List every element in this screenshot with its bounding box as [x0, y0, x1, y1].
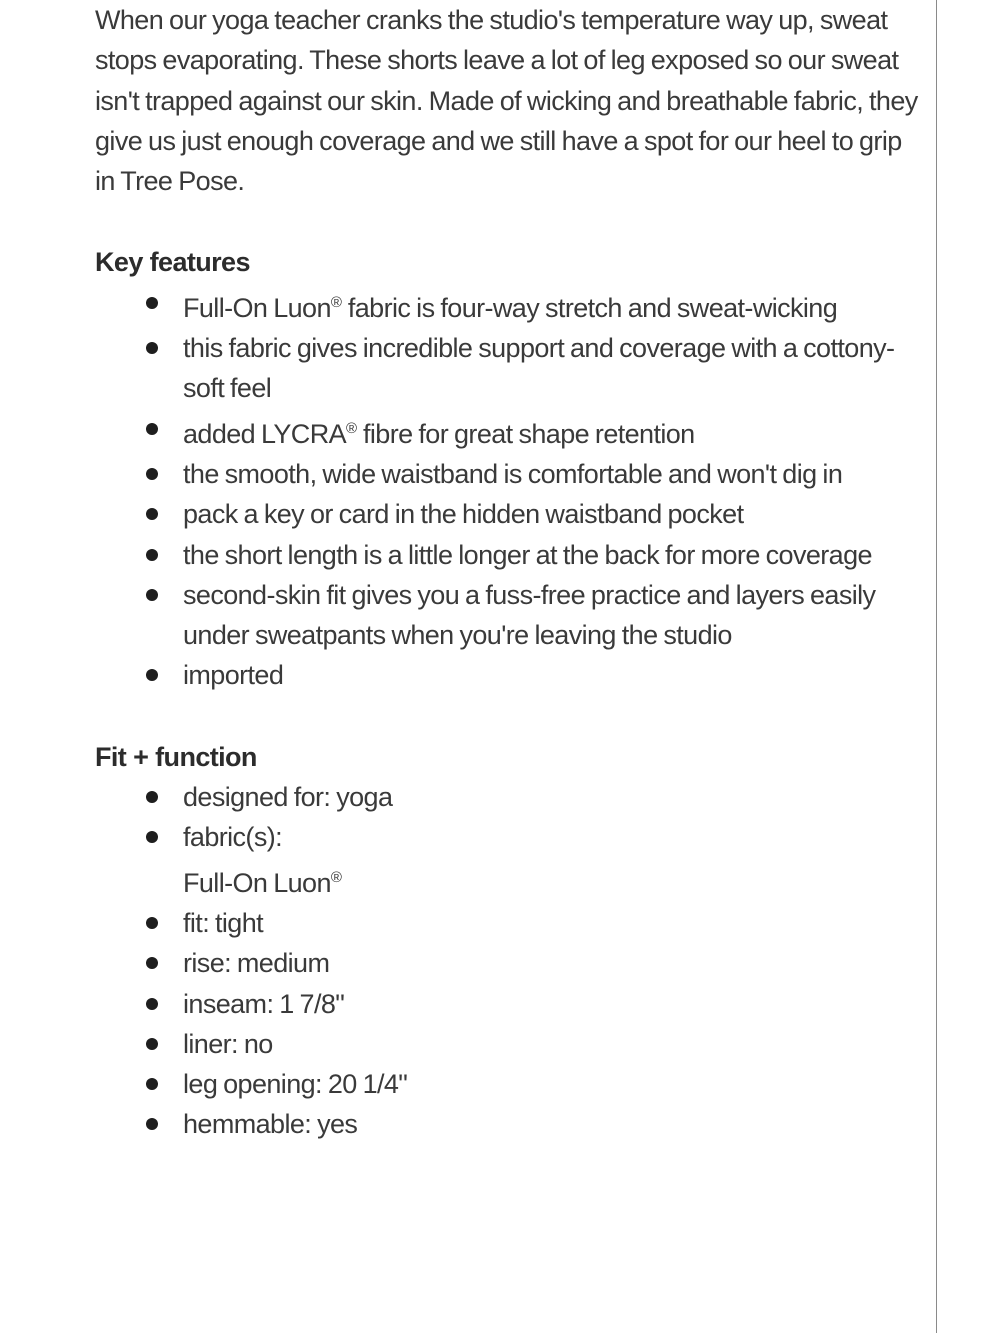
bullet-dot-icon [146, 791, 158, 803]
bullet-dot-icon [146, 508, 158, 520]
right-divider [936, 0, 937, 1333]
bullet-dot-icon [146, 468, 158, 480]
bullet-dot-icon [146, 957, 158, 969]
fit-function-item: leg opening: 20 1/4" [183, 1064, 925, 1104]
bullet-dot-icon [146, 549, 158, 561]
key-features-heading: Key features [95, 247, 250, 278]
key-feature-item: added LYCRA® fibre for great shape retention [183, 409, 925, 454]
fit-function-item: hemmable: yes [183, 1104, 925, 1144]
fit-function-item: rise: medium [183, 943, 925, 983]
bullet-dot-icon [146, 423, 158, 435]
bullet-dot-icon [146, 917, 158, 929]
key-feature-item: pack a key or card in the hidden waistband pocket [183, 494, 925, 534]
key-feature-item: the short length is a little longer at the back for more coverage [183, 535, 925, 575]
bullet-dot-icon [146, 1038, 158, 1050]
fit-function-heading: Fit + function [95, 741, 257, 772]
key-feature-item: second-skin fit gives you a fuss-free practice and layers easily under sweatpants when you're leaving the studio [183, 575, 925, 656]
bullet-dot-icon [146, 1118, 158, 1130]
bullet-dot-icon [146, 831, 158, 843]
bullet-dot-icon [146, 1078, 158, 1090]
fit-function-item: fit: tight [183, 903, 925, 943]
fit-function-item: designed for: yoga [183, 777, 925, 817]
fit-function-list [95, 777, 925, 1145]
description-content [95, 0, 925, 1145]
bullet-dot-icon [146, 589, 158, 601]
fit-function-item: inseam: 1 7/8" [183, 984, 925, 1024]
bullet-dot-icon [146, 998, 158, 1010]
key-feature-item: the smooth, wide waistband is comfortable and won't dig in [183, 454, 925, 494]
key-features-list [95, 283, 925, 696]
bullet-dot-icon [146, 669, 158, 681]
key-feature-item: imported [183, 655, 925, 695]
bullet-dot-icon [146, 297, 158, 309]
fit-function-item: liner: no [183, 1024, 925, 1064]
key-feature-item: Full-On Luon® fabric is four-way stretch and sweat-wicking [183, 283, 925, 328]
fit-function-item: fabric(s): Full-On Luon® [183, 817, 925, 903]
bullet-dot-icon [146, 342, 158, 354]
key-feature-item: this fabric gives incredible support and coverage with a cottony-soft feel [183, 328, 925, 409]
intro-paragraph: When our yoga teacher cranks the studio's temperature way up, sweat stops evaporating. These shorts leave a lot of leg exposed so our sweat isn't trapped against our skin. Made of wicking and breathable fabric, they give us just enough coverage and we still have a spot for our heel to grip in Tree Pose. [95, 5, 918, 197]
